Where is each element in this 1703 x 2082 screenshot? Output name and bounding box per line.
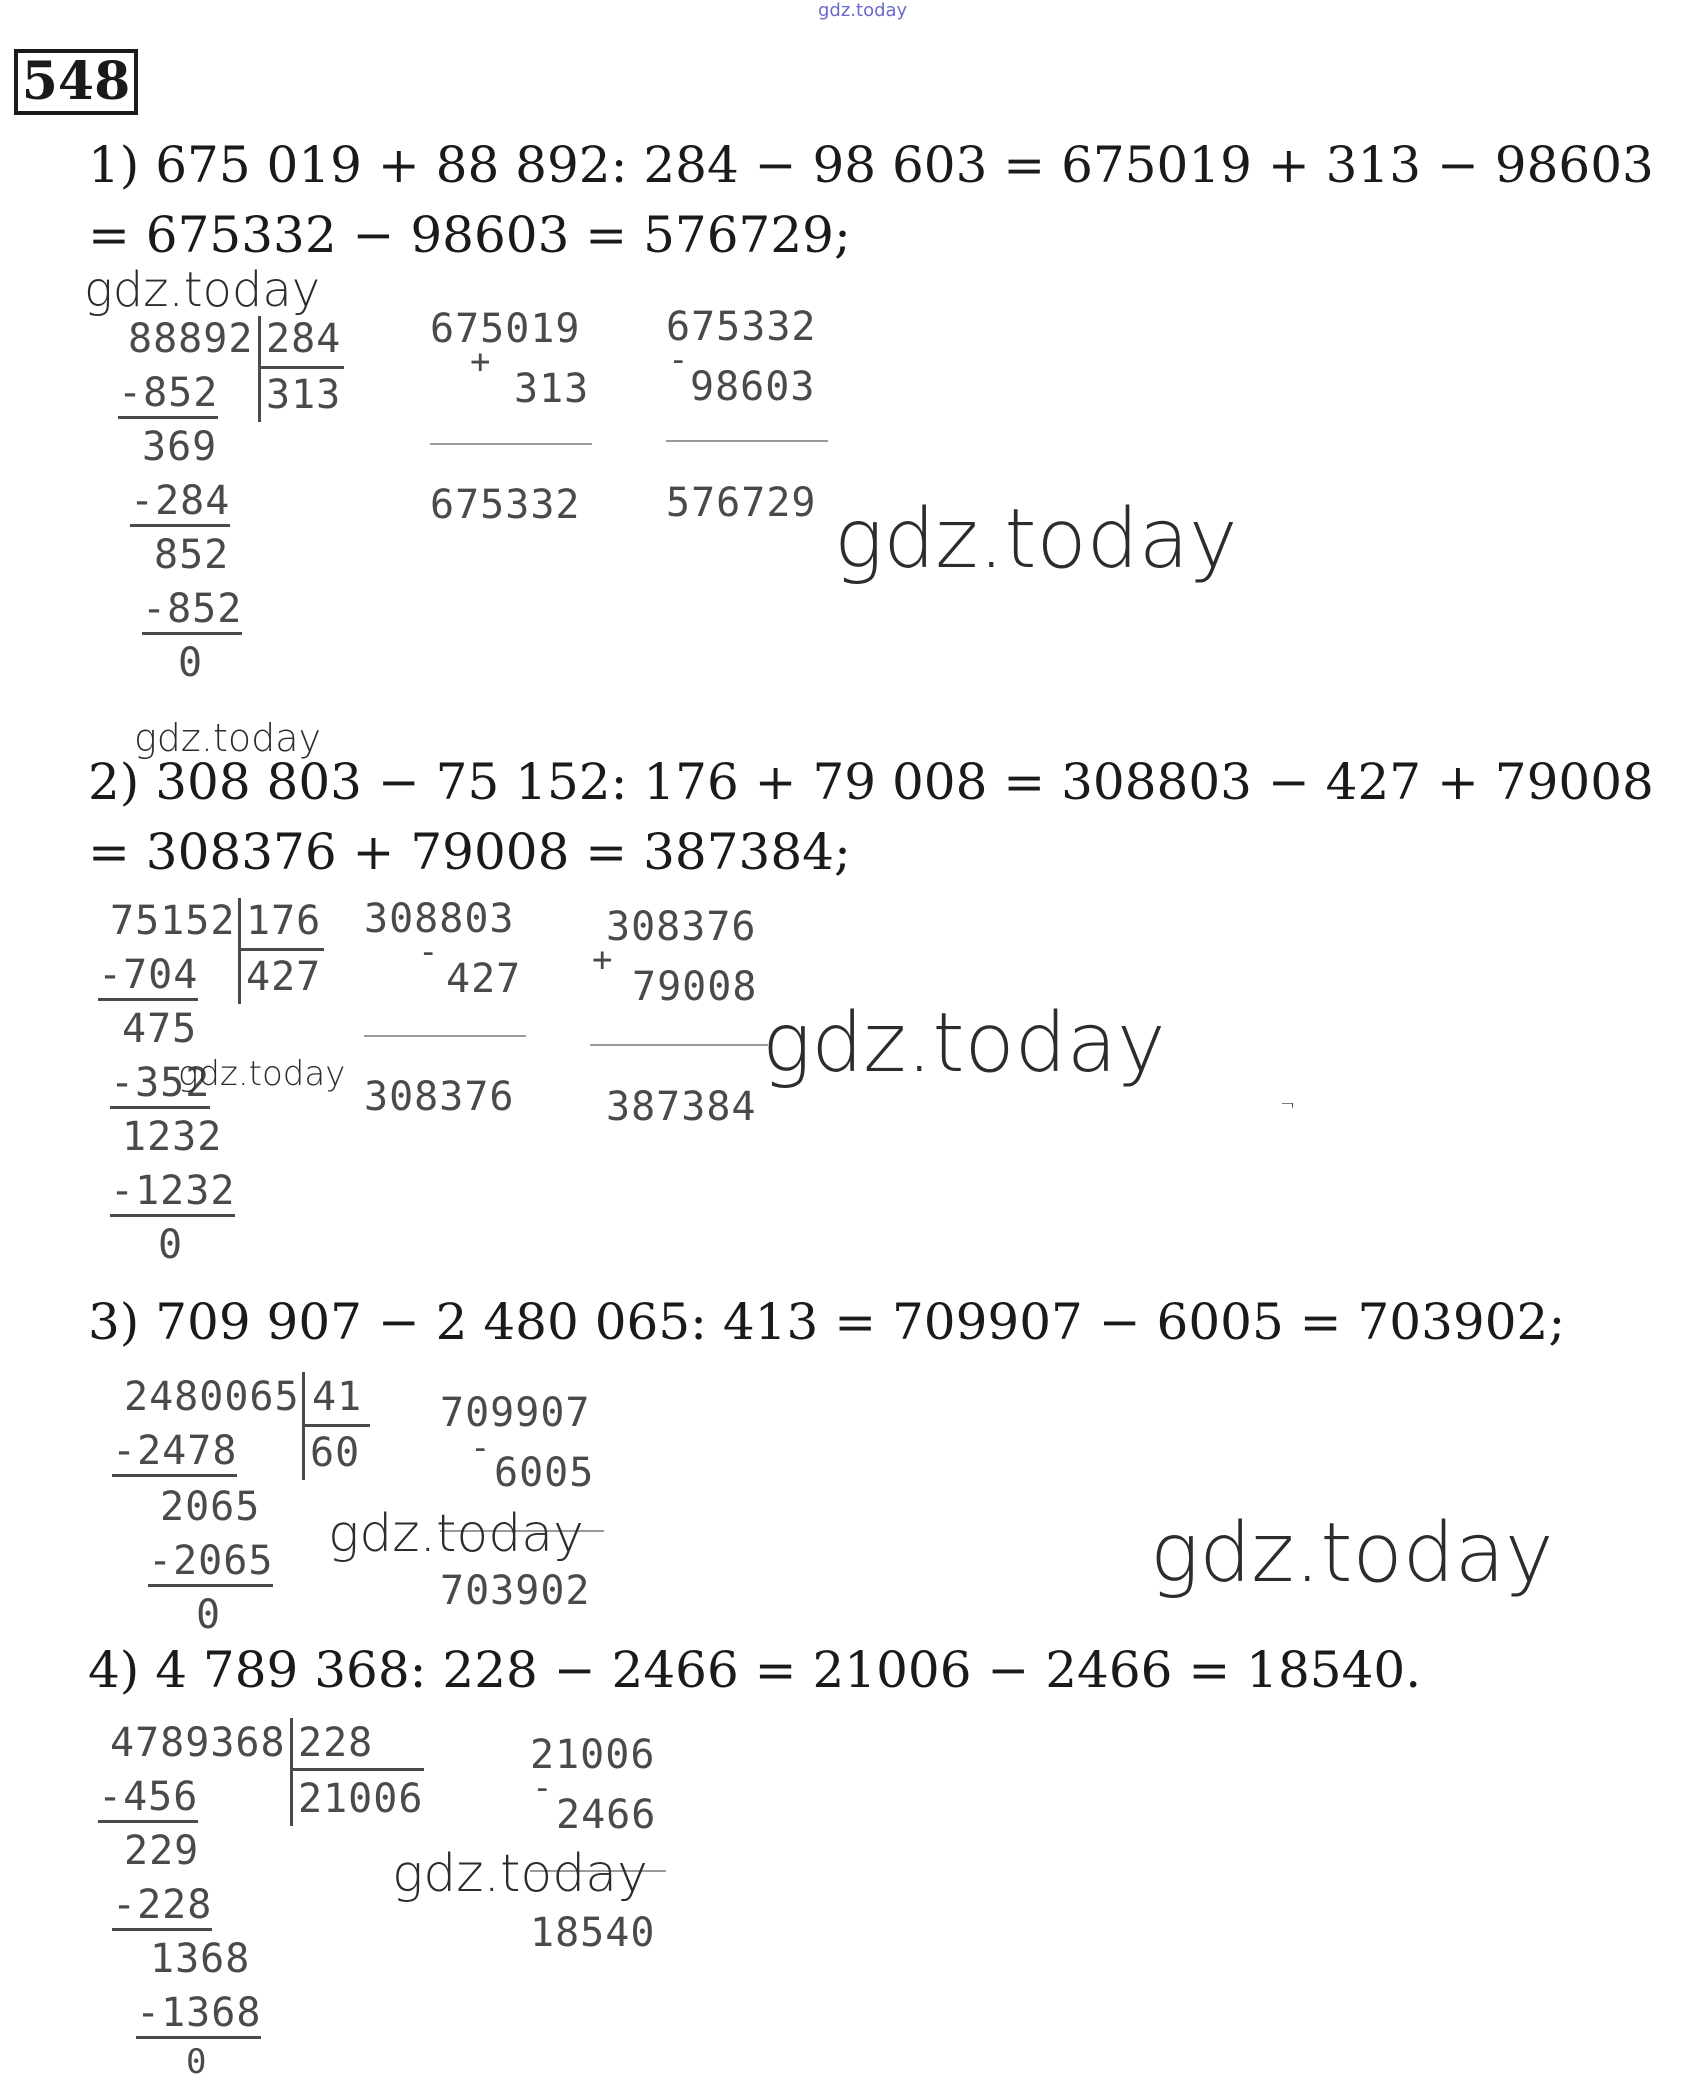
column-operand-b: 6005 [494, 1450, 595, 1496]
division-step: 369 [142, 424, 218, 470]
plus-sign: + [592, 940, 613, 980]
problem-2-line-1: 2) 308 803 − 75 152: 176 + 79 008 = 308803 − 427 + 79008 [88, 753, 1654, 811]
division-step: -852 [118, 370, 218, 419]
division-step: 0 [178, 640, 204, 686]
division-step: 2065 [160, 1484, 261, 1530]
column-result: 18540 [530, 1910, 656, 1956]
watermark: gdz.today [178, 1054, 346, 1094]
watermark: gdz.today [392, 1844, 648, 1904]
watermark: gdz.today [834, 492, 1238, 587]
division-bar [290, 1718, 293, 1826]
division-divisor: 284 [266, 316, 342, 362]
division-bar [290, 1768, 424, 1771]
division-quotient: 21006 [298, 1776, 424, 1822]
column-operand-a: 21006 [530, 1732, 656, 1778]
plus-sign: + [470, 342, 491, 382]
division-quotient: 427 [246, 954, 322, 1000]
problem-3-line-1: 3) 709 907 − 2 480 065: 413 = 709907 − 6005 = 703902; [88, 1293, 1566, 1351]
division-quotient: 60 [310, 1430, 361, 1476]
column-result: 387384 [606, 1084, 757, 1130]
division-dividend: 75152 [110, 898, 236, 944]
column-result: 308376 [364, 1074, 515, 1120]
division-step: -284 [130, 478, 230, 527]
watermark: gdz.today [84, 262, 321, 318]
division-step: -1368 [136, 1990, 261, 2039]
column-operand-a: 675332 [666, 304, 817, 350]
column-operand-a: 308376 [606, 904, 757, 950]
minus-sign: - [668, 340, 689, 380]
division-step: 0 [196, 1592, 222, 1638]
watermark: gdz.today [328, 1504, 584, 1564]
sum-rule [430, 443, 592, 445]
problem-1-line-2: = 675332 − 98603 = 576729; [88, 206, 851, 264]
division-dividend: 4789368 [110, 1720, 286, 1766]
division-bar [258, 366, 344, 369]
division-bar [258, 316, 261, 422]
division-divisor: 176 [246, 898, 322, 944]
problem-1-line-1: 1) 675 019 + 88 892: 284 − 98 603 = 675019 + 313 − 98603 [88, 136, 1654, 194]
division-step: -352 [110, 1060, 210, 1109]
difference-rule [364, 1035, 526, 1037]
column-operand-b: 98603 [690, 364, 816, 410]
column-result: 703902 [440, 1568, 591, 1614]
difference-rule [666, 440, 828, 442]
stray-mark: ¬ [1280, 1094, 1296, 1115]
division-step: 1232 [122, 1114, 223, 1160]
division-quotient: 313 [266, 372, 342, 418]
column-operand-b: 427 [446, 956, 522, 1002]
division-step: -228 [112, 1882, 212, 1931]
column-operand-a: 675019 [430, 306, 581, 352]
watermark: gdz.today [134, 716, 321, 760]
division-dividend: 88892 [128, 316, 254, 362]
sum-rule [590, 1044, 768, 1046]
division-step: 0 [158, 1222, 184, 1268]
division-step: 0 [186, 2042, 208, 2082]
division-dividend: 2480065 [124, 1374, 300, 1420]
column-operand-b: 79008 [632, 964, 758, 1010]
column-operand-b: 313 [514, 366, 590, 412]
column-result: 576729 [666, 480, 817, 526]
column-operand-b: 2466 [556, 1792, 657, 1838]
watermark: gdz.today [762, 996, 1166, 1091]
top-watermark: gdz.today [818, 0, 908, 21]
division-step: -2478 [112, 1428, 237, 1477]
problem-2-line-2: = 308376 + 79008 = 387384; [88, 823, 851, 881]
minus-sign: - [532, 1768, 553, 1808]
division-step: 852 [154, 532, 230, 578]
problem-4-line-1: 4) 4 789 368: 228 − 2466 = 21006 − 2466 = 18540. [88, 1641, 1422, 1699]
division-step: -852 [142, 586, 242, 635]
division-step: -2065 [148, 1538, 273, 1587]
division-step: 229 [124, 1828, 200, 1874]
minus-sign: - [470, 1428, 491, 1468]
division-bar [238, 898, 241, 1004]
column-operand-a: 709907 [440, 1390, 591, 1436]
division-divisor: 41 [312, 1374, 363, 1420]
watermark: gdz.today [1150, 1506, 1554, 1601]
division-step: -456 [98, 1774, 198, 1823]
exercise-number: 548 [14, 49, 138, 115]
division-bar [238, 948, 324, 951]
division-step: -704 [98, 952, 198, 1001]
division-bar [302, 1424, 370, 1427]
column-operand-a: 308803 [364, 896, 515, 942]
division-step: 1368 [150, 1936, 251, 1982]
column-result: 675332 [430, 482, 581, 528]
division-step: -1232 [110, 1168, 235, 1217]
division-divisor: 228 [298, 1720, 374, 1766]
minus-sign: - [418, 932, 439, 972]
division-step: 475 [122, 1006, 198, 1052]
